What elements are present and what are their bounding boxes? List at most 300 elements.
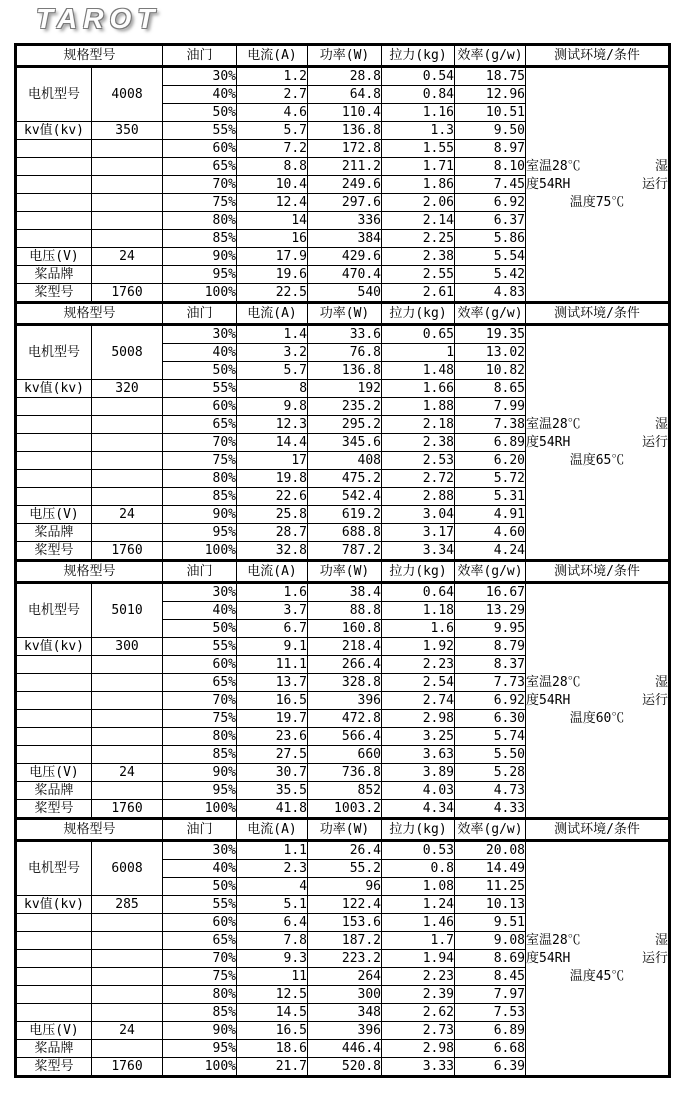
cell-throttle: 95% xyxy=(163,1040,237,1058)
cell-throttle: 75% xyxy=(163,194,237,212)
cell-efficiency: 10.51 xyxy=(455,104,526,122)
label-empty xyxy=(16,656,92,674)
cell-throttle: 70% xyxy=(163,434,237,452)
header-environment: 测试环境/条件 xyxy=(526,561,670,583)
cell-throttle: 85% xyxy=(163,1004,237,1022)
cell-throttle: 40% xyxy=(163,860,237,878)
cell-power: 55.2 xyxy=(308,860,382,878)
label-prop-brand: 桨品牌 xyxy=(16,266,92,284)
environment-text-line xyxy=(526,950,668,968)
cell-power: 787.2 xyxy=(308,542,382,561)
cell-efficiency: 14.49 xyxy=(455,860,526,878)
cell-efficiency: 8.37 xyxy=(455,656,526,674)
header-environment: 测试环境/条件 xyxy=(526,819,670,841)
value-voltage: 24 xyxy=(92,506,163,524)
label-voltage: 电压(V) xyxy=(16,506,92,524)
cell-throttle: 75% xyxy=(163,968,237,986)
label-empty xyxy=(16,398,92,416)
cell-power: 266.4 xyxy=(308,656,382,674)
value-prop-brand xyxy=(92,1040,163,1058)
cell-current: 17 xyxy=(237,452,308,470)
cell-throttle: 90% xyxy=(163,1022,237,1040)
label-prop-brand: 桨品牌 xyxy=(16,782,92,800)
environment-text-line xyxy=(526,692,668,710)
cell-power: 33.6 xyxy=(308,325,382,344)
cell-efficiency: 5.72 xyxy=(455,470,526,488)
cell-current: 2.7 xyxy=(237,86,308,104)
cell-throttle: 90% xyxy=(163,506,237,524)
cell-pull: 0.54 xyxy=(382,67,455,86)
label-motor-model: 电机型号 xyxy=(16,841,92,896)
cell-current: 30.7 xyxy=(237,764,308,782)
environment-text-line xyxy=(526,434,668,452)
value-prop-model: 1760 xyxy=(92,542,163,561)
label-empty xyxy=(16,746,92,764)
environment-text: 运行 xyxy=(642,176,669,192)
cell-power: 336 xyxy=(308,212,382,230)
cell-efficiency: 20.08 xyxy=(455,841,526,860)
cell-power: 110.4 xyxy=(308,104,382,122)
environment-text: 温度65℃ xyxy=(569,452,625,468)
cell-power: 1003.2 xyxy=(308,800,382,819)
value-empty xyxy=(92,914,163,932)
cell-throttle: 55% xyxy=(163,896,237,914)
label-prop-model: 桨型号 xyxy=(16,1058,92,1077)
label-empty xyxy=(16,710,92,728)
cell-pull: 3.33 xyxy=(382,1058,455,1077)
cell-efficiency: 6.30 xyxy=(455,710,526,728)
cell-pull: 1.94 xyxy=(382,950,455,968)
cell-pull: 1.88 xyxy=(382,398,455,416)
label-empty xyxy=(16,932,92,950)
label-voltage: 电压(V) xyxy=(16,1022,92,1040)
environment-text: 室温28℃ xyxy=(526,932,581,948)
value-prop-model: 1760 xyxy=(92,284,163,303)
cell-efficiency: 6.92 xyxy=(455,194,526,212)
cell-pull: 2.61 xyxy=(382,284,455,303)
label-empty xyxy=(16,968,92,986)
cell-current: 3.2 xyxy=(237,344,308,362)
value-empty xyxy=(92,140,163,158)
cell-current: 16.5 xyxy=(237,692,308,710)
value-empty xyxy=(92,212,163,230)
cell-efficiency: 8.65 xyxy=(455,380,526,398)
value-empty xyxy=(92,968,163,986)
cell-pull: 0.8 xyxy=(382,860,455,878)
label-kv: kv值(kv) xyxy=(16,638,92,656)
cell-throttle: 100% xyxy=(163,1058,237,1077)
cell-current: 9.3 xyxy=(237,950,308,968)
label-voltage: 电压(V) xyxy=(16,248,92,266)
cell-efficiency: 4.83 xyxy=(455,284,526,303)
data-row-30 xyxy=(16,67,670,86)
cell-current: 12.3 xyxy=(237,416,308,434)
cell-pull: 3.04 xyxy=(382,506,455,524)
environment-text-line xyxy=(526,968,668,986)
header-throttle: 油门 xyxy=(163,819,237,841)
cell-current: 28.7 xyxy=(237,524,308,542)
cell-throttle: 30% xyxy=(163,583,237,602)
value-motor-model: 5010 xyxy=(92,583,163,638)
value-motor-model: 6008 xyxy=(92,841,163,896)
cell-pull: 1.86 xyxy=(382,176,455,194)
environment-text: 湿 xyxy=(655,158,669,174)
value-prop-model: 1760 xyxy=(92,800,163,819)
label-kv: kv值(kv) xyxy=(16,380,92,398)
cell-pull: 2.39 xyxy=(382,986,455,1004)
cell-efficiency: 8.69 xyxy=(455,950,526,968)
cell-throttle: 80% xyxy=(163,212,237,230)
cell-power: 187.2 xyxy=(308,932,382,950)
cell-efficiency: 11.25 xyxy=(455,878,526,896)
cell-power: 475.2 xyxy=(308,470,382,488)
section-5010 xyxy=(16,561,670,819)
cell-pull: 2.98 xyxy=(382,710,455,728)
cell-pull: 2.18 xyxy=(382,416,455,434)
cell-power: 660 xyxy=(308,746,382,764)
cell-pull: 2.14 xyxy=(382,212,455,230)
header-throttle: 油门 xyxy=(163,561,237,583)
header-pull: 拉力(kg) xyxy=(382,561,455,583)
cell-current: 14.4 xyxy=(237,434,308,452)
cell-throttle: 60% xyxy=(163,398,237,416)
cell-power: 295.2 xyxy=(308,416,382,434)
environment-text-line xyxy=(526,932,668,950)
cell-throttle: 85% xyxy=(163,230,237,248)
cell-pull: 2.38 xyxy=(382,248,455,266)
cell-throttle: 65% xyxy=(163,674,237,692)
cell-efficiency: 13.02 xyxy=(455,344,526,362)
cell-pull: 0.84 xyxy=(382,86,455,104)
cell-throttle: 65% xyxy=(163,158,237,176)
cell-throttle: 100% xyxy=(163,284,237,303)
cell-current: 13.7 xyxy=(237,674,308,692)
cell-current: 12.5 xyxy=(237,986,308,1004)
value-voltage: 24 xyxy=(92,764,163,782)
label-prop-brand: 桨品牌 xyxy=(16,1040,92,1058)
environment-text-line xyxy=(526,674,668,692)
environment-text: 运行 xyxy=(642,434,669,450)
cell-efficiency: 8.79 xyxy=(455,638,526,656)
label-motor-model: 电机型号 xyxy=(16,67,92,122)
cell-efficiency: 4.24 xyxy=(455,542,526,561)
cell-current: 1.2 xyxy=(237,67,308,86)
value-empty xyxy=(92,674,163,692)
motor-spec-table xyxy=(14,43,671,1078)
cell-efficiency: 6.37 xyxy=(455,212,526,230)
cell-efficiency: 8.45 xyxy=(455,968,526,986)
cell-pull: 0.64 xyxy=(382,583,455,602)
header-pull: 拉力(kg) xyxy=(382,303,455,325)
cell-power: 472.8 xyxy=(308,710,382,728)
cell-current: 22.6 xyxy=(237,488,308,506)
value-empty xyxy=(92,1004,163,1022)
cell-pull: 2.62 xyxy=(382,1004,455,1022)
cell-power: 64.8 xyxy=(308,86,382,104)
cell-pull: 2.23 xyxy=(382,968,455,986)
cell-power: 348 xyxy=(308,1004,382,1022)
cell-power: 96 xyxy=(308,878,382,896)
cell-throttle: 40% xyxy=(163,86,237,104)
environment-text: 室温28℃ xyxy=(526,416,581,432)
cell-power: 223.2 xyxy=(308,950,382,968)
cell-efficiency: 4.60 xyxy=(455,524,526,542)
cell-current: 2.3 xyxy=(237,860,308,878)
cell-power: 566.4 xyxy=(308,728,382,746)
cell-throttle: 80% xyxy=(163,728,237,746)
label-empty xyxy=(16,230,92,248)
environment-text-line xyxy=(526,158,668,176)
cell-pull: 4.03 xyxy=(382,782,455,800)
cell-efficiency: 7.53 xyxy=(455,1004,526,1022)
cell-pull: 2.53 xyxy=(382,452,455,470)
cell-current: 10.4 xyxy=(237,176,308,194)
cell-environment xyxy=(526,325,670,561)
cell-efficiency: 16.67 xyxy=(455,583,526,602)
label-kv: kv值(kv) xyxy=(16,122,92,140)
cell-power: 345.6 xyxy=(308,434,382,452)
cell-pull: 1.08 xyxy=(382,878,455,896)
cell-pull: 1.18 xyxy=(382,602,455,620)
value-empty xyxy=(92,158,163,176)
cell-pull: 0.65 xyxy=(382,325,455,344)
cell-efficiency: 5.28 xyxy=(455,764,526,782)
cell-throttle: 70% xyxy=(163,176,237,194)
cell-current: 27.5 xyxy=(237,746,308,764)
cell-throttle: 95% xyxy=(163,524,237,542)
header-power: 功率(W) xyxy=(308,561,382,583)
value-empty xyxy=(92,932,163,950)
cell-efficiency: 9.08 xyxy=(455,932,526,950)
section-6008 xyxy=(16,819,670,1077)
cell-power: 136.8 xyxy=(308,362,382,380)
cell-efficiency: 4.33 xyxy=(455,800,526,819)
cell-current: 8 xyxy=(237,380,308,398)
cell-throttle: 30% xyxy=(163,67,237,86)
cell-power: 396 xyxy=(308,1022,382,1040)
cell-current: 6.4 xyxy=(237,914,308,932)
cell-power: 122.4 xyxy=(308,896,382,914)
value-empty xyxy=(92,194,163,212)
header-throttle: 油门 xyxy=(163,45,237,67)
cell-current: 8.8 xyxy=(237,158,308,176)
header-environment: 测试环境/条件 xyxy=(526,303,670,325)
cell-current: 14 xyxy=(237,212,308,230)
cell-pull: 3.89 xyxy=(382,764,455,782)
header-pull: 拉力(kg) xyxy=(382,819,455,841)
cell-power: 264 xyxy=(308,968,382,986)
cell-pull: 2.23 xyxy=(382,656,455,674)
cell-power: 328.8 xyxy=(308,674,382,692)
value-empty xyxy=(92,434,163,452)
label-prop-model: 桨型号 xyxy=(16,542,92,561)
value-empty xyxy=(92,488,163,506)
value-kv: 285 xyxy=(92,896,163,914)
cell-efficiency: 4.73 xyxy=(455,782,526,800)
cell-power: 736.8 xyxy=(308,764,382,782)
cell-throttle: 60% xyxy=(163,914,237,932)
header-spec-model: 规格型号 xyxy=(16,45,163,67)
cell-power: 28.8 xyxy=(308,67,382,86)
label-empty xyxy=(16,434,92,452)
cell-pull: 1.55 xyxy=(382,140,455,158)
cell-current: 1.4 xyxy=(237,325,308,344)
label-prop-model: 桨型号 xyxy=(16,284,92,303)
value-prop-model: 1760 xyxy=(92,1058,163,1077)
cell-current: 1.1 xyxy=(237,841,308,860)
cell-power: 235.2 xyxy=(308,398,382,416)
cell-pull: 1.71 xyxy=(382,158,455,176)
header-power: 功率(W) xyxy=(308,303,382,325)
environment-text: 温度45℃ xyxy=(569,968,625,984)
value-kv: 320 xyxy=(92,380,163,398)
cell-pull: 1.6 xyxy=(382,620,455,638)
header-spec-model: 规格型号 xyxy=(16,303,163,325)
header-power: 功率(W) xyxy=(308,819,382,841)
data-row-30 xyxy=(16,325,670,344)
cell-pull: 2.54 xyxy=(382,674,455,692)
label-prop-model: 桨型号 xyxy=(16,800,92,819)
cell-current: 16 xyxy=(237,230,308,248)
cell-throttle: 80% xyxy=(163,986,237,1004)
cell-power: 192 xyxy=(308,380,382,398)
cell-current: 19.6 xyxy=(237,266,308,284)
cell-efficiency: 5.50 xyxy=(455,746,526,764)
section-header-row xyxy=(16,45,670,67)
value-voltage: 24 xyxy=(92,248,163,266)
cell-throttle: 30% xyxy=(163,841,237,860)
cell-power: 26.4 xyxy=(308,841,382,860)
cell-power: 688.8 xyxy=(308,524,382,542)
cell-current: 7.2 xyxy=(237,140,308,158)
cell-power: 408 xyxy=(308,452,382,470)
cell-throttle: 75% xyxy=(163,452,237,470)
environment-text: 温度60℃ xyxy=(569,710,625,726)
cell-power: 446.4 xyxy=(308,1040,382,1058)
section-4008 xyxy=(16,45,670,303)
cell-pull: 1.66 xyxy=(382,380,455,398)
cell-power: 249.6 xyxy=(308,176,382,194)
cell-current: 14.5 xyxy=(237,1004,308,1022)
cell-throttle: 50% xyxy=(163,362,237,380)
header-environment: 测试环境/条件 xyxy=(526,45,670,67)
cell-pull: 3.17 xyxy=(382,524,455,542)
cell-pull: 0.53 xyxy=(382,841,455,860)
cell-efficiency: 12.96 xyxy=(455,86,526,104)
cell-throttle: 40% xyxy=(163,602,237,620)
cell-pull: 1.48 xyxy=(382,362,455,380)
cell-efficiency: 10.82 xyxy=(455,362,526,380)
cell-current: 11 xyxy=(237,968,308,986)
value-empty xyxy=(92,710,163,728)
environment-text: 湿 xyxy=(655,674,669,690)
cell-pull: 1.46 xyxy=(382,914,455,932)
cell-pull: 1.92 xyxy=(382,638,455,656)
label-empty xyxy=(16,488,92,506)
cell-throttle: 50% xyxy=(163,104,237,122)
header-efficiency: 效率(g/w) xyxy=(455,303,526,325)
environment-text: 运行 xyxy=(642,950,669,966)
cell-efficiency: 5.31 xyxy=(455,488,526,506)
cell-power: 540 xyxy=(308,284,382,303)
environment-text: 运行 xyxy=(642,692,669,708)
cell-current: 41.8 xyxy=(237,800,308,819)
cell-current: 4.6 xyxy=(237,104,308,122)
header-spec-model: 规格型号 xyxy=(16,561,163,583)
header-power: 功率(W) xyxy=(308,45,382,67)
environment-text-line xyxy=(526,452,668,470)
section-header-row xyxy=(16,303,670,325)
value-kv: 300 xyxy=(92,638,163,656)
cell-power: 429.6 xyxy=(308,248,382,266)
cell-throttle: 50% xyxy=(163,620,237,638)
cell-throttle: 60% xyxy=(163,140,237,158)
header-current: 电流(A) xyxy=(237,819,308,841)
label-empty xyxy=(16,728,92,746)
cell-pull: 2.38 xyxy=(382,434,455,452)
header-throttle: 油门 xyxy=(163,303,237,325)
cell-pull: 3.34 xyxy=(382,542,455,561)
cell-environment xyxy=(526,67,670,303)
cell-throttle: 80% xyxy=(163,470,237,488)
label-empty xyxy=(16,452,92,470)
cell-current: 12.4 xyxy=(237,194,308,212)
section-header-row xyxy=(16,561,670,583)
label-empty xyxy=(16,1004,92,1022)
cell-pull: 2.25 xyxy=(382,230,455,248)
cell-pull: 2.72 xyxy=(382,470,455,488)
cell-power: 470.4 xyxy=(308,266,382,284)
cell-throttle: 95% xyxy=(163,266,237,284)
cell-current: 1.6 xyxy=(237,583,308,602)
cell-current: 22.5 xyxy=(237,284,308,303)
cell-current: 5.1 xyxy=(237,896,308,914)
cell-pull: 2.55 xyxy=(382,266,455,284)
header-efficiency: 效率(g/w) xyxy=(455,561,526,583)
label-empty xyxy=(16,194,92,212)
cell-throttle: 100% xyxy=(163,542,237,561)
cell-throttle: 55% xyxy=(163,380,237,398)
cell-throttle: 65% xyxy=(163,416,237,434)
cell-power: 396 xyxy=(308,692,382,710)
cell-power: 297.6 xyxy=(308,194,382,212)
label-voltage: 电压(V) xyxy=(16,764,92,782)
label-empty xyxy=(16,416,92,434)
cell-power: 619.2 xyxy=(308,506,382,524)
value-empty xyxy=(92,656,163,674)
cell-current: 3.7 xyxy=(237,602,308,620)
cell-efficiency: 6.92 xyxy=(455,692,526,710)
cell-current: 19.7 xyxy=(237,710,308,728)
cell-efficiency: 6.68 xyxy=(455,1040,526,1058)
cell-current: 25.8 xyxy=(237,506,308,524)
header-pull: 拉力(kg) xyxy=(382,45,455,67)
cell-pull: 3.25 xyxy=(382,728,455,746)
environment-text: 温度75℃ xyxy=(569,194,625,210)
cell-pull: 2.06 xyxy=(382,194,455,212)
cell-power: 160.8 xyxy=(308,620,382,638)
cell-current: 17.9 xyxy=(237,248,308,266)
cell-efficiency: 8.10 xyxy=(455,158,526,176)
environment-text: 室温28℃ xyxy=(526,674,581,690)
value-motor-model: 4008 xyxy=(92,67,163,122)
cell-pull: 1.3 xyxy=(382,122,455,140)
cell-current: 9.1 xyxy=(237,638,308,656)
cell-power: 384 xyxy=(308,230,382,248)
data-row-30 xyxy=(16,583,670,602)
environment-text: 度54RH xyxy=(526,434,571,450)
cell-power: 76.8 xyxy=(308,344,382,362)
